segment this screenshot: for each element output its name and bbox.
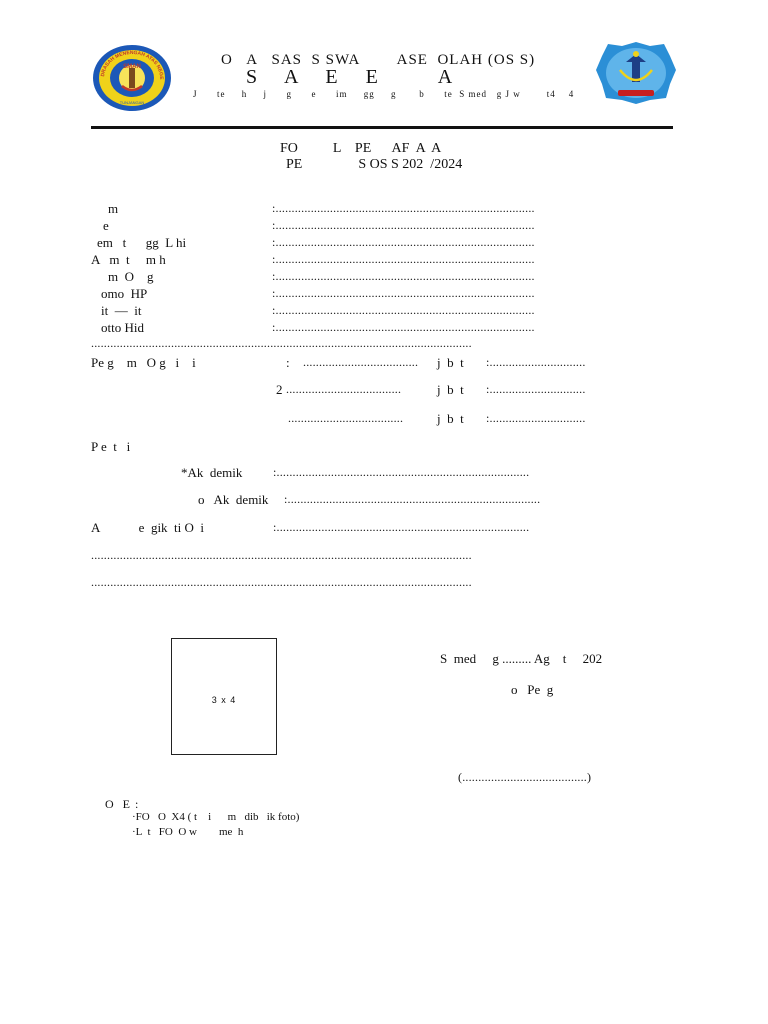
reason-value[interactable]: :...............................................................................	[273, 520, 530, 534]
akademik-label: *Ak demik	[181, 465, 243, 480]
jabatan-label: j b t	[437, 355, 464, 370]
form-subtitle: PE S OS S 202 /2024	[286, 157, 463, 172]
header-address: J te h j g e im gg g b te S med g J w t4 4	[193, 89, 575, 99]
field-label: e	[103, 218, 109, 233]
organisation-line[interactable]: ....................................	[286, 382, 402, 396]
organisation-row-number: 2	[276, 382, 283, 397]
photo-size-label: 3 x 4	[211, 695, 237, 705]
field-label: m O g	[108, 269, 154, 284]
nonakademik-label: o Ak demik	[198, 492, 269, 507]
logo-center-text: SMAN	[123, 64, 141, 70]
achievement-label: P e t i	[91, 439, 131, 454]
field-label: em t gg L hi	[97, 235, 187, 250]
field-value[interactable]: :.................................................................................	[272, 252, 535, 266]
field-label: omo HP	[101, 286, 148, 301]
jabatan-value[interactable]: :..............................	[486, 382, 586, 396]
organisation-line[interactable]: ....................................	[288, 411, 404, 425]
field-value[interactable]: :.................................................................................	[272, 303, 535, 317]
logo-bottom-text: TUNJANGAN	[119, 100, 145, 105]
field-value[interactable]: :.................................................................................	[272, 201, 535, 215]
school-logo-left	[92, 44, 172, 112]
nonakademik-value[interactable]: :...............................................................................	[284, 492, 541, 506]
field-value[interactable]: :.................................................................................	[272, 286, 535, 300]
header-rule	[91, 126, 673, 129]
akademik-value[interactable]: :...............................................................................	[273, 465, 530, 479]
field-label: it — it	[101, 303, 142, 318]
field-value[interactable]: :.................................................................................	[272, 218, 535, 232]
organisation-line[interactable]: ....................................	[303, 355, 419, 369]
jabatan-value[interactable]: :..............................	[486, 355, 586, 369]
form-title: FO L PE AF A A	[280, 141, 442, 156]
jabatan-label: j b t	[437, 382, 464, 397]
field-label: otto Hid	[101, 320, 144, 335]
header-line-1: O A SAS S SWA ASE OLAH (OS S)	[221, 52, 536, 68]
logo-ring-text: DRASAH MENENGAH ATAS NEGE	[99, 49, 165, 80]
organisation-label: Pe g m O g i i	[91, 355, 196, 370]
field-label: A m t m h	[91, 252, 166, 267]
field-value[interactable]: :.................................................................................	[272, 235, 535, 249]
note-title: O E :	[105, 797, 140, 811]
note-item: ·L t FO O w me h	[132, 826, 244, 838]
header-line-2: S A E E A	[246, 66, 459, 88]
place-date: S med g ......... Ag t 202	[440, 651, 603, 666]
signature-name-line[interactable]: (.......................................)	[458, 770, 592, 784]
separator-dotted-line: .......................................................................................................................	[91, 336, 472, 350]
note-item: ·FO O X4 ( t i m dib ik foto)	[132, 811, 300, 823]
field-label: m	[108, 201, 119, 216]
signature-role: o Pe g	[511, 682, 554, 697]
reason-label: A e gik ti O i	[91, 520, 205, 535]
organisation-colon: :	[286, 355, 290, 370]
field-value[interactable]: :.................................................................................	[272, 320, 535, 334]
reason-extra-line[interactable]: .......................................................................................................................	[91, 548, 472, 562]
jabatan-value[interactable]: :..............................	[486, 411, 586, 425]
jabatan-label: j b t	[437, 411, 464, 426]
reason-extra-line[interactable]: .......................................................................................................................	[91, 575, 472, 589]
field-value[interactable]: :.................................................................................	[272, 269, 535, 283]
school-logo-right	[594, 40, 678, 106]
photo-box	[171, 638, 277, 755]
